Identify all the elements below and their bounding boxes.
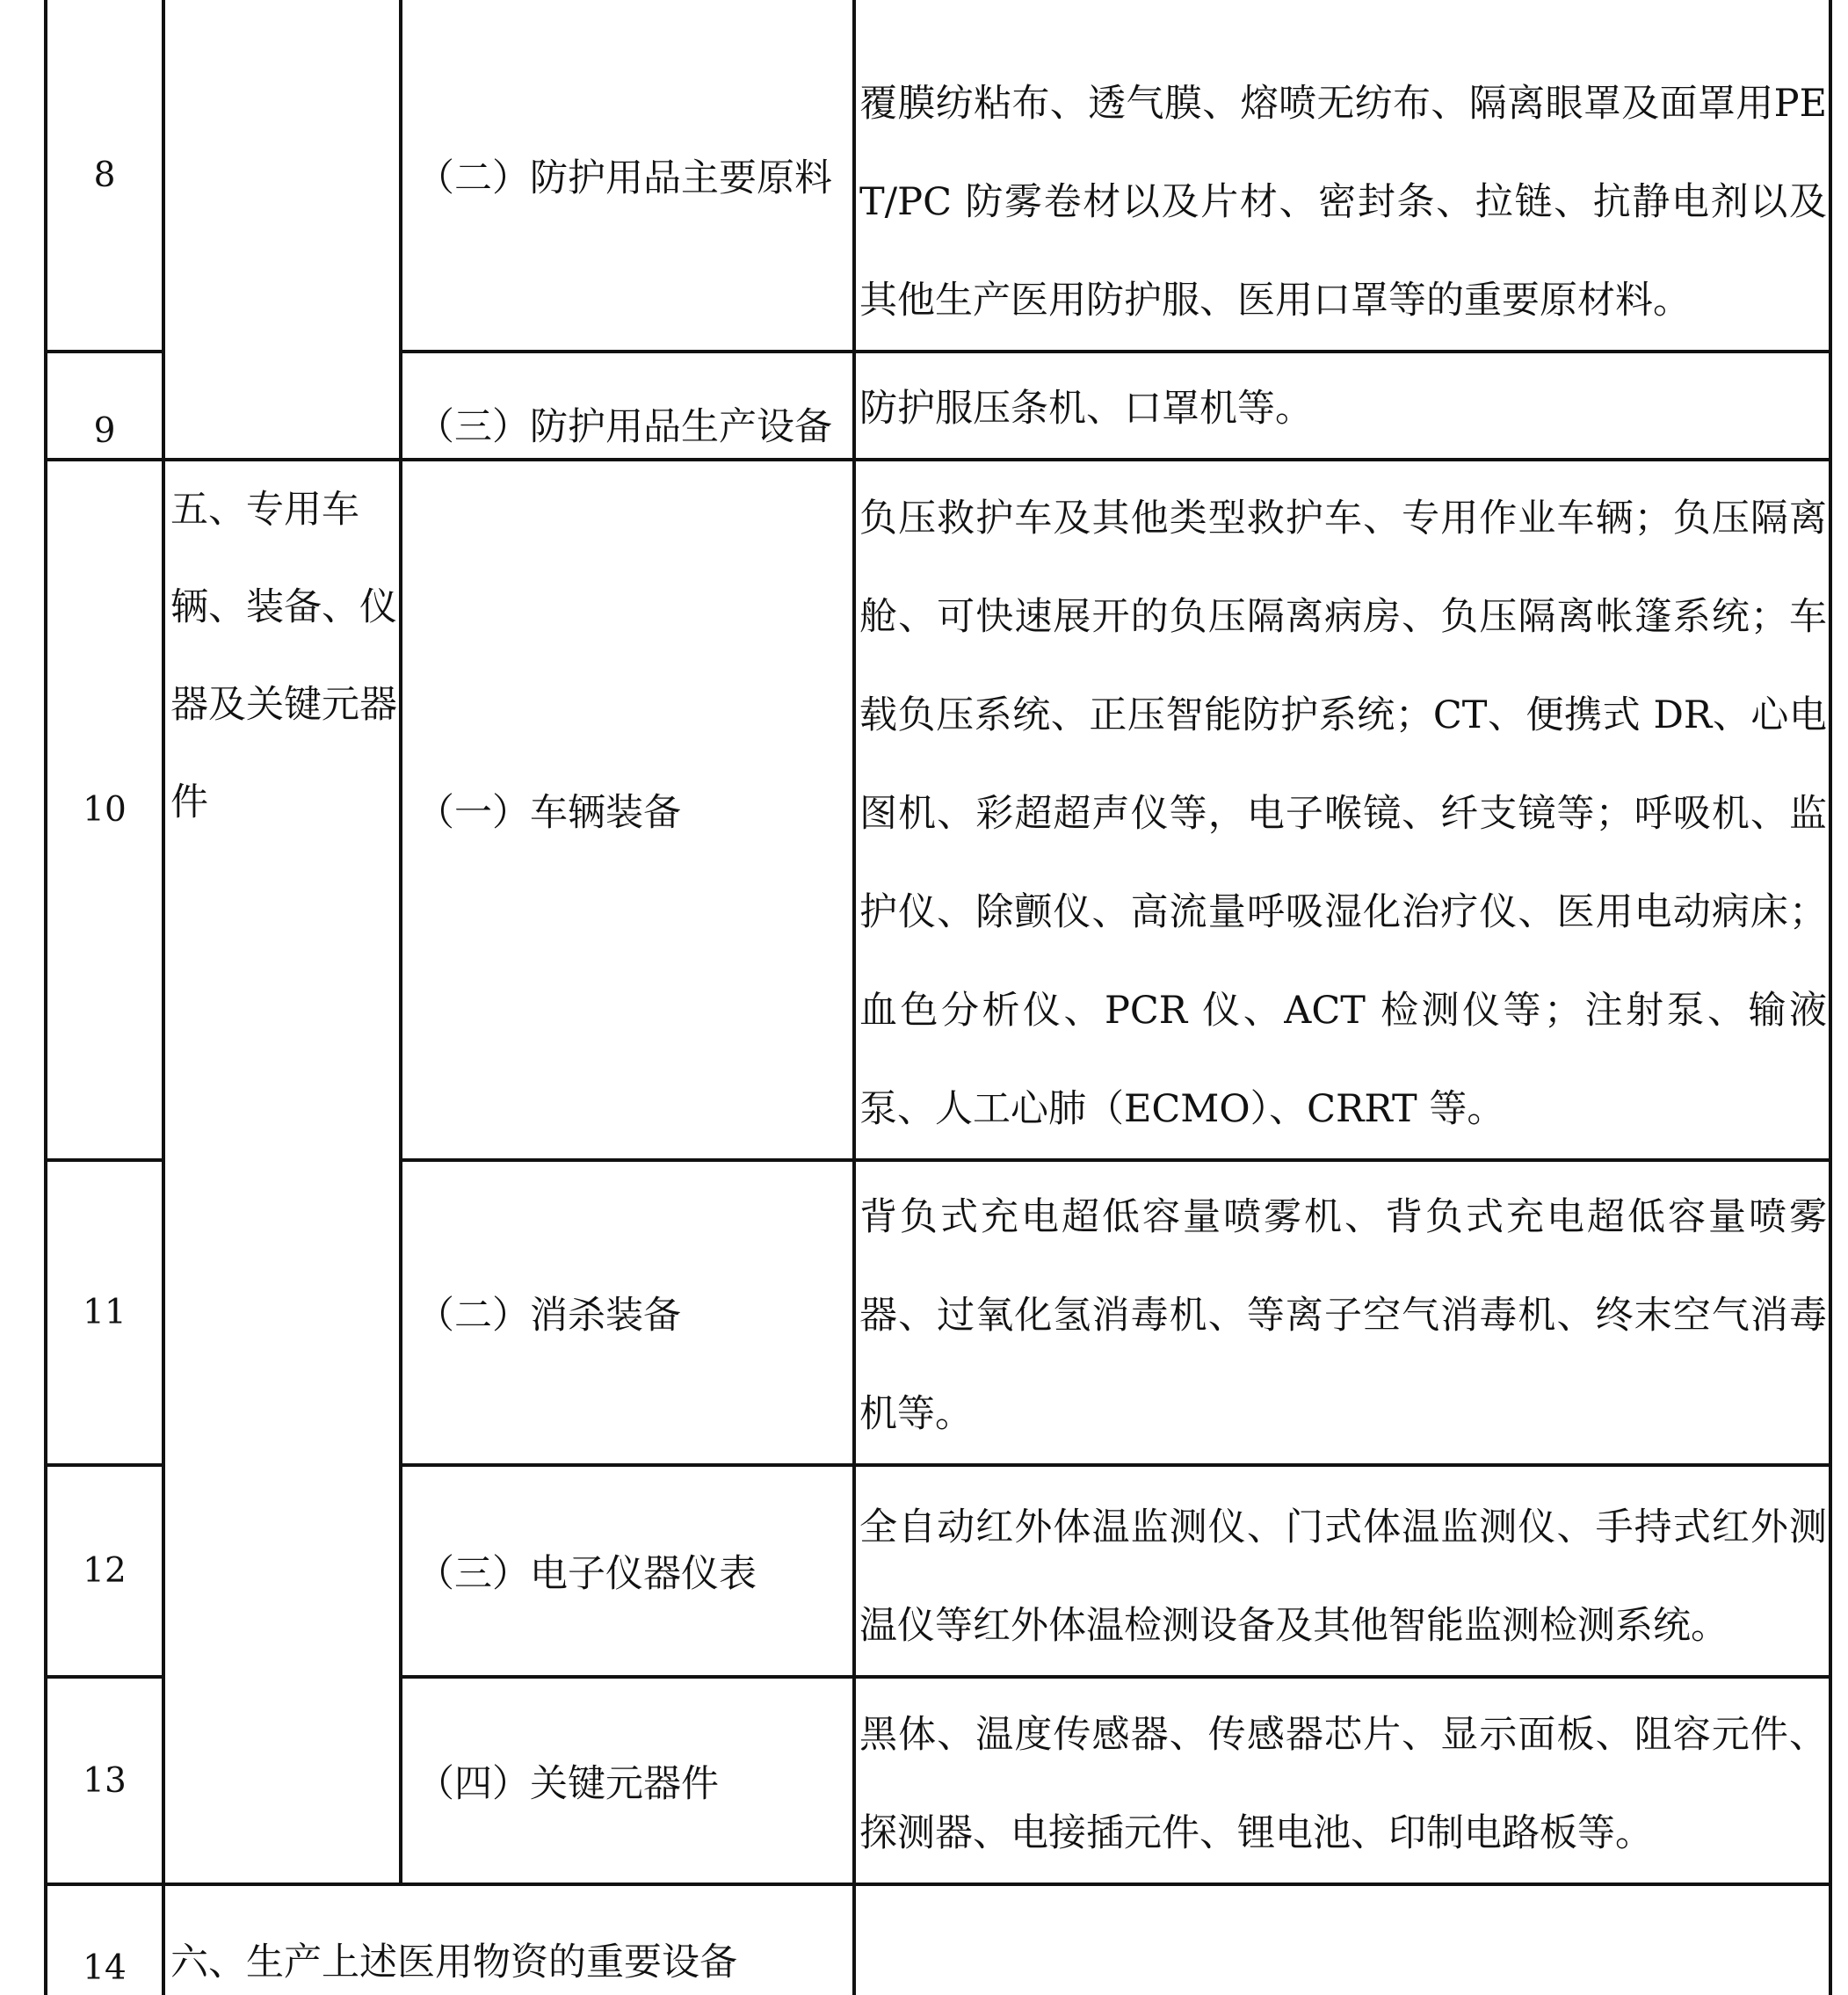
- category-cell: 五、专用车辆、装备、仪器及关键元器件: [163, 460, 401, 1884]
- table-row: [46, 460, 1830, 1160]
- description-cell: 背负式充电超低容量喷雾机、背负式充电超低容量喷雾器、过氧化氢消毒机、等离子空气消毒机、终末空气消毒机等。: [854, 1160, 1830, 1465]
- row-number: 13: [46, 1677, 163, 1884]
- subcategory-cell: （二）消杀装备: [401, 1160, 854, 1465]
- description-cell: 负压救护车及其他类型救护车、专用作业车辆；负压隔离舱、可快速展开的负压隔离病房、负压隔离帐篷系统；车载负压系统、正压智能防护系统；CT、便携式 DR、心电图机、彩超超声仪等，电子喉镜、纤支镜等；呼吸机、监护仪、除颤仪、高流量呼吸湿化治疗仪、医用电动病床；血色分析仪、PCR 仪、ACT 检测仪等；注射泵、输液泵、人工心肺（ECMO）、CRRT 等。: [854, 460, 1830, 1160]
- row-number: 9: [46, 352, 163, 460]
- document-table: [44, 0, 1832, 1995]
- table-row: [46, 1884, 1830, 1995]
- row-number: 14: [46, 1884, 163, 1995]
- subcategory-cell: （一）车辆装备: [401, 460, 854, 1160]
- description-cell: 覆膜纺粘布、透气膜、熔喷无纺布、隔离眼罩及面罩用PET/PC 防雾卷材以及片材、密封条、拉链、抗静电剂以及其他生产医用防护服、医用口罩等的重要原材料。: [854, 0, 1830, 352]
- subcategory-cell: （三）防护用品生产设备: [401, 352, 854, 460]
- subcategory-cell: （二）防护用品主要原料: [401, 0, 854, 352]
- description-cell: 防护服压条机、口罩机等。: [854, 352, 1830, 460]
- row-number: 10: [46, 460, 163, 1160]
- description-cell: 全自动红外体温监测仪、门式体温监测仪、手持式红外测温仪等红外体温检测设备及其他智能监测检测系统。: [854, 1465, 1830, 1677]
- subcategory-cell: （三）电子仪器仪表: [401, 1465, 854, 1677]
- description-cell: 黑体、温度传感器、传感器芯片、显示面板、阻容元件、探测器、电接插元件、锂电池、印制电路板等。: [854, 1677, 1830, 1884]
- subcategory-cell: （四）关键元器件: [401, 1677, 854, 1884]
- category-cell: 六、生产上述医用物资的重要设备: [163, 1884, 854, 1995]
- row-number: 11: [46, 1160, 163, 1465]
- category-cell-empty: [163, 0, 401, 460]
- table-row: [46, 0, 1830, 352]
- description-cell: [854, 1884, 1830, 1995]
- row-number: 8: [46, 0, 163, 352]
- row-number: 12: [46, 1465, 163, 1677]
